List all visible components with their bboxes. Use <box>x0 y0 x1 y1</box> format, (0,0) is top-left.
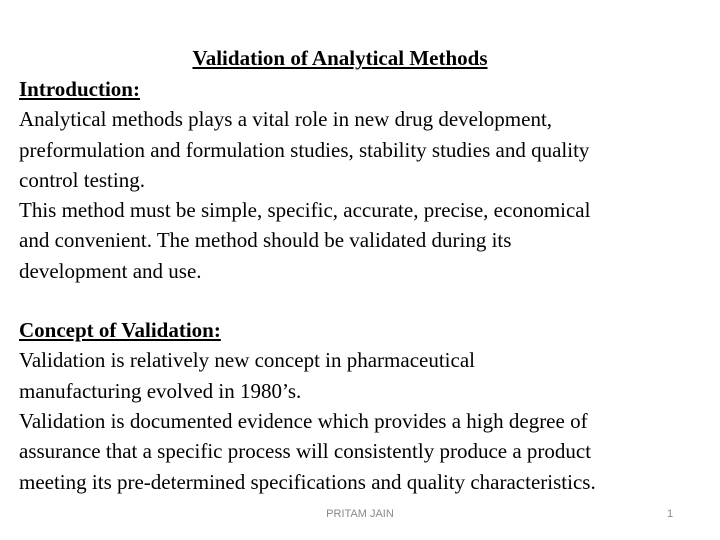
body-line: Analytical methods plays a vital role in new drug development, <box>19 107 553 132</box>
body-line: meeting its pre-determined specifications and quality characteristics. <box>19 469 596 494</box>
footer-author: PRITAM JAIN <box>326 508 394 520</box>
body-line: preformulation and formulation studies, stability studies and quality <box>19 137 590 162</box>
page-number: 1 <box>666 508 674 520</box>
section-heading-introduction: Introduction: <box>19 77 140 101</box>
slide-content <box>19 74 709 497</box>
body-line: control testing. <box>19 167 145 192</box>
section-introduction <box>19 74 709 286</box>
body-line: Validation is documented evidence which provides a high degree of <box>19 408 588 433</box>
slide-footer <box>0 508 720 524</box>
body-line: Validation is relatively new concept in pharmaceutical <box>19 348 475 373</box>
section-concept-of-validation <box>19 315 709 497</box>
body-line: and convenient. The method should be validated during its <box>19 228 512 253</box>
body-line: development and use. <box>19 258 202 283</box>
slide-title: Validation of Analytical Methods <box>192 46 488 70</box>
section-heading-concept: Concept of Validation: <box>19 318 221 343</box>
section-spacer <box>19 286 709 315</box>
body-line: assurance that a specific process will consistently produce a product <box>19 439 592 464</box>
body-line: This method must be simple, specific, accurate, precise, economical <box>19 198 591 223</box>
body-line: manufacturing evolved in 1980’s. <box>19 378 302 403</box>
